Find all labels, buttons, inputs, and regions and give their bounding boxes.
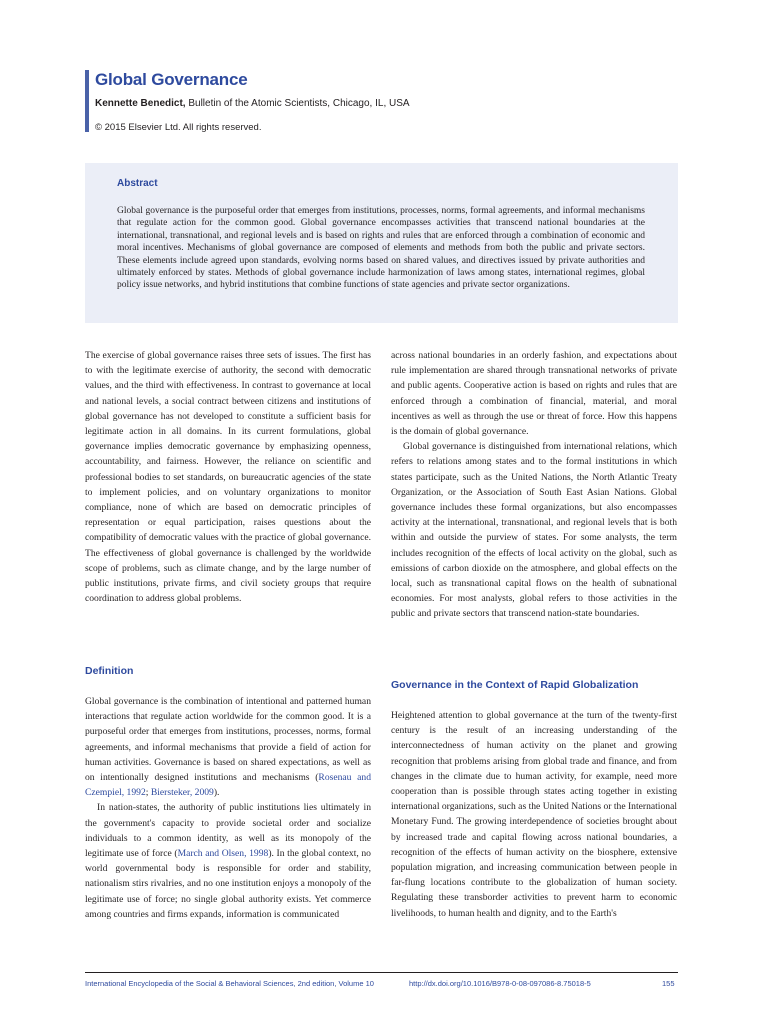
doi-link[interactable]: http://dx.doi.org/10.1016/B978-0-08-097086-8.75018-5 (409, 979, 591, 988)
context-heading: Governance in the Context of Rapid Globalization (391, 679, 639, 691)
citation-link[interactable]: Biersteker, 2009 (150, 787, 214, 799)
article-title: Global Governance (95, 70, 248, 89)
footer-encyclopedia: International Encyclopedia of the Social & Behavioral Sciences, 2nd edition, Volume 10 (85, 979, 374, 988)
paragraph-end: ). (213, 787, 220, 799)
context-paragraph: Heightened attention to global governance at the turn of the twenty-first century is the result of an increasing understanding of the interconnectedness of human activity on the planet and growing recognition that problems arising from global trade and finance, and from changes in the climate due to human activity, for example, need more cooperation than is possible through states acting together in existing international organizations, such as the United Nations or the International Monetary Fund. The growing interdependence of societies brought about by increased trade and capital flowing across national boundaries, a recognition of the effects of human activity on the biosphere, extensive population migration, and increasing communication between people in far-flung locations contribute to the globalization of human society. Regulating these transborder activities to prevent harm to economic livelihoods, to human health and dignity, and to the Earth's (391, 710, 677, 919)
page-number: 155 (662, 979, 675, 988)
intro-column (85, 348, 371, 606)
citation-link[interactable]: March and Olsen, 1998 (177, 848, 269, 860)
right-column-top (391, 348, 677, 622)
citation-link[interactable]: Rosenau and Czempiel, 1992 (85, 772, 371, 799)
author-name: Kennette Benedict, (95, 98, 186, 109)
citation-separator: ; (145, 787, 151, 799)
author-line (95, 98, 410, 109)
right-paragraph-2: Global governance is distinguished from international relations, which refers to relations among states and to the formal institutions in which states participate, such as the United Nations, the North Atlantic Treaty Organization, or the Association of South East Asian Nations. Global governance includes these formal organizations, but also encompasses activity at the international, transnational, and regional levels that is both within and outside the purview of states. For some analysts, the term includes recognition of the effects of local activity on the global, such as emissions of carbon dioxide on the atmosphere, and global effects on the local, such as transnational capital flows on the health of subnational economies. For most analysts, global refers to those activities in the public and private sectors that transcend nation-state boundaries. (391, 441, 677, 620)
context-column (391, 708, 677, 921)
footer-rule (85, 972, 678, 973)
intro-paragraph: The exercise of global governance raises three sets of issues. The first has to with the legitimate exercise of authority, the second with democratic values, and the third with effectiveness. In contrast to governance at local and national levels, a social contract between citizens and institutions of global governance has not developed to constitute a sufficient basis for legitimate action in all domains. In its current formulations, global governance implies democratic governance by emphasizing openness, accountability, and fairness. However, the reliance on scientific and professional bodies to set standards, on bureaucratic agencies of the state to implement policies, and on voluntary organizations to monitor compliance, none of which are based on democratic principles of representation or equal participation, raises questions about the compatibility of democratic values with the practice of global governance. The effectiveness of global governance is challenged by the worldwide scope of problems, such as climate change, and by the large number of public institutions, private firms, and civil society groups that require coordination to address global problems. (85, 350, 371, 605)
definition-paragraph-2 (85, 800, 371, 922)
definition-text-2b: ). In the global context, no world governmental body is responsible for order and stability, nationalism stirs rivalries, and no one institution enjoys a monopoly of the legitimate use of force; no single global authority exists. Yet commerce among countries and firms expands, information is communicated (85, 848, 371, 920)
abstract-heading: Abstract (117, 178, 158, 189)
definition-text-1: Global governance is the combination of intentional and patterned human interactions that regulate action worldwide for the common good. It is a purposeful order that emerges from institutions, processes, norms, formal agreements, and informal mechanisms that provide a field of action for human activities. Governance is based on shared expectations, as well as on intentionally designed institutions and mechanisms ( (85, 696, 371, 784)
definition-column (85, 694, 371, 922)
copyright-notice: © 2015 Elsevier Ltd. All rights reserved. (95, 122, 262, 133)
author-affiliation: Bulletin of the Atomic Scientists, Chicago, IL, USA (185, 98, 410, 109)
definition-text-2a: In nation-states, the authority of public institutions lies ultimately in the government's capacity to provide societal order and socialize individuals to a common identity, as well as its monopoly of the legitimate use of force ( (85, 802, 371, 860)
definition-paragraph-1 (85, 694, 371, 800)
right-paragraph-1: across national boundaries in an orderly fashion, and expectations about rule implementation are shared through transnational networks of private and public agents. Cooperative action is based on rights and rules that are enforced through a combination of financial, material, and moral incentives as well as through the use or threat of force. How this happens is the domain of global governance. (391, 350, 677, 438)
title-accent-bar (85, 70, 89, 132)
definition-heading: Definition (85, 665, 134, 677)
abstract-text: Global governance is the purposeful order that emerges from institutions, processes, norms, formal agreements, and informal mechanisms that regulate action for the common good. Global governance encompasses activities that transcend national boundaries at the international, transnational, and regional levels and is based on rights and rules that are enforced through a combination of economic and moral incentives. Mechanisms of global governance are composed of elements and methods from both the public and private sectors. These elements include agreed upon standards, evolving norms based on shared values, and directives issued by private authorities and ultimately enforced by states. Methods of global governance include harmonization of laws among states, international regimes, global policy issue networks, and hybrid institutions that combine functions of state agencies and private sector organizations. (117, 206, 645, 291)
